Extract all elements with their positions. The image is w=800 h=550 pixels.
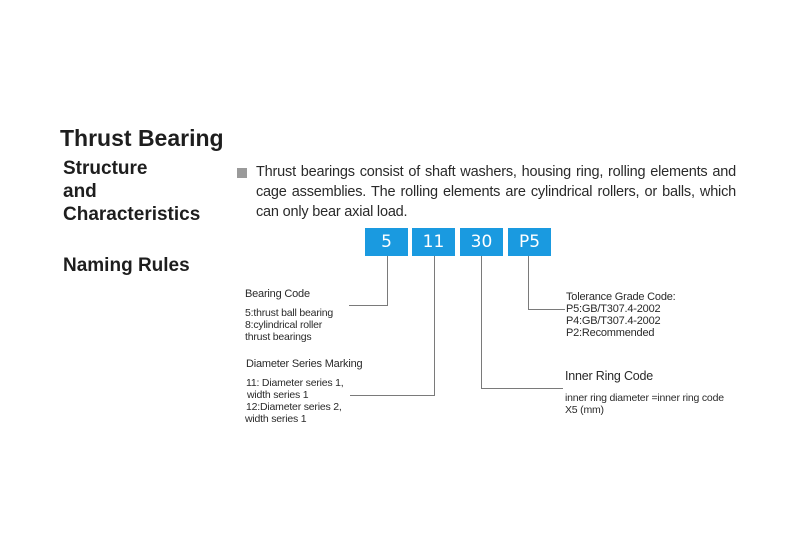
diameter-series-heading: Diameter Series Marking <box>246 358 363 370</box>
connector-line-diameter-horizontal <box>350 395 435 396</box>
tolerance-grade-heading: Tolerance Grade Code: <box>566 291 676 303</box>
diameter-series-line-1: 11: Diameter series 1, <box>246 377 344 389</box>
bearing-code-line-2: 8:cylindrical roller <box>245 319 323 331</box>
code-box-inner-ring: 30 <box>460 228 503 256</box>
bearing-code-line-1: 5:thrust ball bearing <box>245 307 334 319</box>
code-box-diameter-series: 11 <box>412 228 455 256</box>
structure-heading-line-2: and <box>63 181 97 202</box>
tolerance-grade-line-3: P2:Recommended <box>566 327 655 339</box>
page-title: Thrust Bearing <box>60 125 224 151</box>
diameter-series-line-3: 12:Diameter series 2, <box>246 401 342 413</box>
structure-heading-line-3: Characteristics <box>63 204 201 225</box>
tolerance-grade-line-2: P4:GB/T307.4-2002 <box>566 315 661 327</box>
gray-square-bullet-icon <box>237 168 247 178</box>
diameter-series-line-2: width series 1 <box>247 389 309 401</box>
connector-line-tolerance-horizontal <box>528 309 565 310</box>
inner-ring-heading: Inner Ring Code <box>565 369 654 383</box>
connector-line-inner-ring-horizontal <box>481 388 563 389</box>
naming-rules-heading: Naming Rules <box>63 255 190 276</box>
diameter-series-line-4: width series 1 <box>245 413 307 425</box>
connector-line-inner-ring-vertical <box>481 256 482 389</box>
bearing-code-line-3: thrust bearings <box>245 331 312 343</box>
tolerance-grade-line-1: P5:GB/T307.4-2002 <box>566 303 661 315</box>
connector-line-tolerance-vertical <box>528 256 529 310</box>
structure-description: Thrust bearings consist of shaft washers, housing ring, rolling elements and cage assemblies. The rolling elements are cylindrical rollers, or balls, which can only bear axial load. <box>256 164 736 220</box>
code-box-bearing-type: 5 <box>365 228 408 256</box>
connector-line-diameter-vertical <box>434 256 435 396</box>
connector-line-bearing-code-horizontal <box>349 305 388 306</box>
inner-ring-line-2: X5 (mm) <box>565 404 604 416</box>
structure-heading-line-1: Structure <box>63 158 148 179</box>
code-box-tolerance: P5 <box>508 228 551 256</box>
bearing-code-heading: Bearing Code <box>245 288 310 300</box>
inner-ring-line-1: inner ring diameter =inner ring code <box>565 392 724 404</box>
connector-line-bearing-code-vertical <box>387 256 388 306</box>
